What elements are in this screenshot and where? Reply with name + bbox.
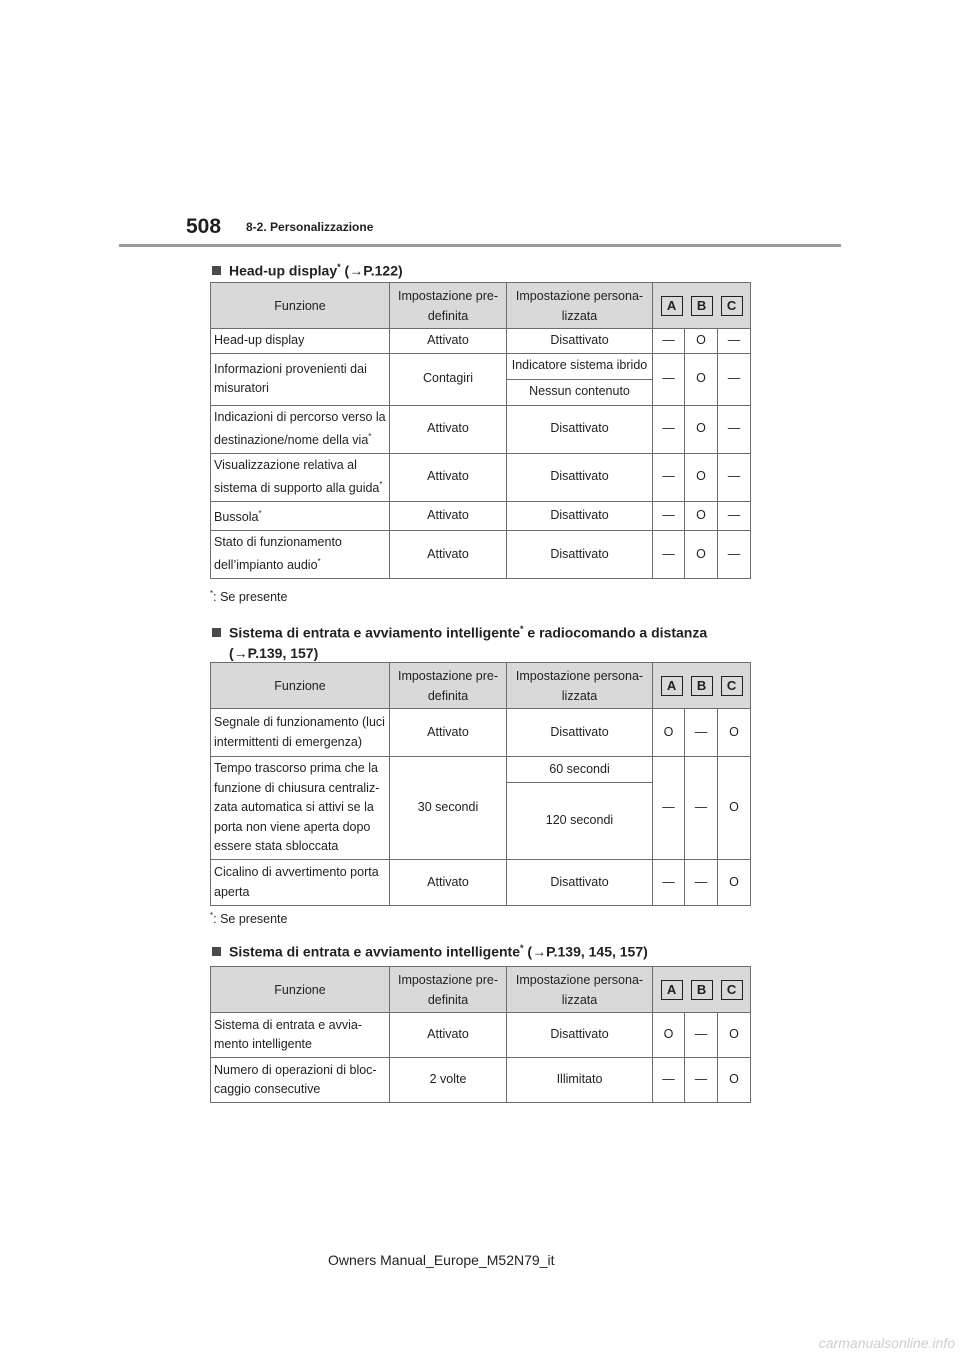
function-text: Indicazioni di percorso verso la destinazione/nome della via bbox=[214, 409, 386, 448]
method-b-cell: — bbox=[685, 709, 718, 757]
default-cell: Attivato bbox=[390, 530, 507, 578]
method-c-cell: O bbox=[718, 1013, 751, 1058]
column-header-custom: Impostazione persona-lizzata bbox=[507, 663, 653, 709]
column-header-methods bbox=[653, 967, 751, 1013]
table-row bbox=[211, 329, 751, 354]
table-row bbox=[211, 860, 751, 906]
method-a-cell: O bbox=[653, 1013, 685, 1058]
method-b-cell: — bbox=[685, 757, 718, 860]
function-cell: Tempo trascorso prima che la funzione di chiusura centraliz-zata automatica si attivi se la porta non viene aperta dopo essere stata sbloccata bbox=[211, 757, 390, 860]
footnote-text: : Se presente bbox=[213, 590, 288, 605]
function-cell: Numero di operazioni di bloc-caggio consecutive bbox=[211, 1058, 390, 1103]
table-row bbox=[211, 353, 751, 379]
custom-cell: 120 secondi bbox=[507, 783, 653, 860]
column-header-custom: Impostazione persona-lizzata bbox=[507, 967, 653, 1013]
page-reference: (→P.139, 145, 157) bbox=[523, 943, 648, 960]
custom-cell: Disattivato bbox=[507, 860, 653, 906]
default-cell: Attivato bbox=[390, 453, 507, 501]
page-number: 508 bbox=[186, 215, 222, 238]
column-header-methods bbox=[653, 283, 751, 329]
default-cell: 30 secondi bbox=[390, 757, 507, 860]
function-cell: Informazioni provenienti dai misuratori bbox=[211, 353, 390, 405]
column-header-function: Funzione bbox=[211, 663, 390, 709]
method-c-cell: O bbox=[718, 1058, 751, 1103]
function-text: Stato di funzionamento dell’impianto audio bbox=[214, 534, 342, 573]
letter-c-box: C bbox=[721, 980, 743, 1000]
footnote-text: : Se presente bbox=[213, 912, 288, 927]
custom-cell: Nessun contenuto bbox=[507, 379, 653, 405]
table-row bbox=[211, 1013, 751, 1058]
column-header-function: Funzione bbox=[211, 967, 390, 1013]
footnote-marker: * bbox=[368, 432, 372, 441]
custom-cell: Disattivato bbox=[507, 530, 653, 578]
table-header-row bbox=[211, 663, 751, 709]
square-bullet-icon bbox=[212, 266, 221, 275]
settings-table-head-up-display bbox=[210, 282, 751, 579]
method-a-cell: — bbox=[653, 329, 685, 354]
method-a-cell: — bbox=[653, 453, 685, 501]
square-bullet-icon bbox=[212, 947, 221, 956]
letter-a-box: A bbox=[661, 296, 683, 316]
section-heading-smart-entry-remote bbox=[212, 619, 707, 663]
section-heading-head-up-display bbox=[212, 257, 403, 281]
table-row bbox=[211, 405, 751, 453]
column-header-custom: Impostazione persona-lizzata bbox=[507, 283, 653, 329]
function-cell bbox=[211, 453, 390, 501]
heading-text: Sistema di entrata e avviamento intelligente bbox=[229, 624, 520, 641]
column-header-default: Impostazione pre-definita bbox=[390, 967, 507, 1013]
custom-cell: Disattivato bbox=[507, 1013, 653, 1058]
function-cell bbox=[211, 405, 390, 453]
method-c-cell: O bbox=[718, 757, 751, 860]
method-a-cell: — bbox=[653, 860, 685, 906]
table-header-row bbox=[211, 283, 751, 329]
default-cell: Attivato bbox=[390, 860, 507, 906]
method-a-cell: — bbox=[653, 530, 685, 578]
method-a-cell: O bbox=[653, 709, 685, 757]
method-c-cell: — bbox=[718, 453, 751, 501]
settings-table-smart-entry-remote bbox=[210, 662, 751, 906]
method-b-cell: O bbox=[685, 405, 718, 453]
table-row bbox=[211, 530, 751, 578]
method-c-cell: — bbox=[718, 405, 751, 453]
method-a-cell: — bbox=[653, 1058, 685, 1103]
custom-cell: Disattivato bbox=[507, 501, 653, 530]
footnote-marker: * bbox=[379, 480, 383, 490]
heading-text: Head-up display bbox=[229, 262, 338, 279]
method-c-cell: — bbox=[718, 501, 751, 530]
method-b-cell: — bbox=[685, 1013, 718, 1058]
footnote-marker: * bbox=[520, 943, 524, 953]
table-row bbox=[211, 757, 751, 783]
letter-c-box: C bbox=[721, 676, 743, 696]
letter-b-box: B bbox=[691, 296, 713, 316]
method-b-cell: — bbox=[685, 1058, 718, 1103]
custom-cell: Indicatore sistema ibrido bbox=[507, 353, 653, 379]
function-cell: Sistema di entrata e avvia-mento intelligente bbox=[211, 1013, 390, 1058]
table-row bbox=[211, 709, 751, 757]
column-header-default: Impostazione pre-definita bbox=[390, 283, 507, 329]
letter-a-box: A bbox=[661, 980, 683, 1000]
method-a-cell: — bbox=[653, 405, 685, 453]
custom-cell: Disattivato bbox=[507, 329, 653, 354]
table-row bbox=[211, 1058, 751, 1103]
settings-table-smart-entry bbox=[210, 966, 751, 1103]
custom-cell: Illimitato bbox=[507, 1058, 653, 1103]
footnote-marker: * bbox=[210, 589, 214, 598]
method-c-cell: — bbox=[718, 353, 751, 405]
method-b-cell: O bbox=[685, 353, 718, 405]
table-row bbox=[211, 501, 751, 530]
default-cell: Attivato bbox=[390, 405, 507, 453]
letter-b-box: B bbox=[691, 980, 713, 1000]
method-a-cell: — bbox=[653, 757, 685, 860]
function-cell: Segnale di funzionamento (luci intermittenti di emergenza) bbox=[211, 709, 390, 757]
default-cell: Attivato bbox=[390, 1013, 507, 1058]
default-cell: Attivato bbox=[390, 709, 507, 757]
section-heading-smart-entry bbox=[212, 938, 648, 962]
method-a-cell: — bbox=[653, 501, 685, 530]
page-reference: (→P.139, 157) bbox=[229, 644, 319, 661]
method-a-cell: — bbox=[653, 353, 685, 405]
footnote-marker: * bbox=[317, 557, 321, 567]
custom-cell: Disattivato bbox=[507, 709, 653, 757]
function-cell: Cicalino di avvertimento porta aperta bbox=[211, 860, 390, 906]
method-c-cell: — bbox=[718, 329, 751, 354]
custom-cell: Disattivato bbox=[507, 405, 653, 453]
footnote-marker: * bbox=[258, 508, 262, 518]
heading-text: Sistema di entrata e avviamento intelligente bbox=[229, 943, 520, 960]
footnote bbox=[210, 911, 287, 926]
footnote bbox=[210, 589, 287, 604]
function-cell: Head-up display bbox=[211, 329, 390, 354]
column-header-function: Funzione bbox=[211, 283, 390, 329]
column-header-default: Impostazione pre-definita bbox=[390, 663, 507, 709]
method-c-cell: O bbox=[718, 709, 751, 757]
default-cell: 2 volte bbox=[390, 1058, 507, 1103]
table-header-row bbox=[211, 967, 751, 1013]
watermark: carmanualsonline.info bbox=[818, 1335, 955, 1351]
footnote-marker: * bbox=[210, 911, 214, 920]
square-bullet-icon bbox=[212, 628, 221, 637]
footnote-marker: * bbox=[520, 624, 524, 634]
letter-b-box: B bbox=[691, 676, 713, 696]
heading-text-rest: e radiocomando a distanza bbox=[523, 624, 708, 641]
page-reference: (→P.122) bbox=[340, 262, 403, 279]
letter-c-box: C bbox=[721, 296, 743, 316]
letter-a-box: A bbox=[661, 676, 683, 696]
default-cell: Contagiri bbox=[390, 353, 507, 405]
function-text: Bussola bbox=[214, 510, 259, 525]
section-title: 8-2. Personalizzazione bbox=[246, 220, 374, 234]
method-b-cell: O bbox=[685, 329, 718, 354]
custom-cell: Disattivato bbox=[507, 453, 653, 501]
custom-cell: 60 secondi bbox=[507, 757, 653, 783]
default-cell: Attivato bbox=[390, 501, 507, 530]
method-b-cell: — bbox=[685, 860, 718, 906]
footnote-marker: * bbox=[337, 262, 341, 272]
method-c-cell: O bbox=[718, 860, 751, 906]
header-divider bbox=[119, 244, 841, 247]
method-b-cell: O bbox=[685, 530, 718, 578]
function-cell bbox=[211, 530, 390, 578]
method-c-cell: — bbox=[718, 530, 751, 578]
footer-text: Owners Manual_Europe_M52N79_it bbox=[328, 1252, 555, 1268]
function-cell bbox=[211, 501, 390, 530]
function-text: Visualizzazione relativa al sistema di supporto alla guida bbox=[214, 457, 380, 496]
default-cell: Attivato bbox=[390, 329, 507, 354]
table-row bbox=[211, 453, 751, 501]
method-b-cell: O bbox=[685, 453, 718, 501]
column-header-methods bbox=[653, 663, 751, 709]
method-b-cell: O bbox=[685, 501, 718, 530]
